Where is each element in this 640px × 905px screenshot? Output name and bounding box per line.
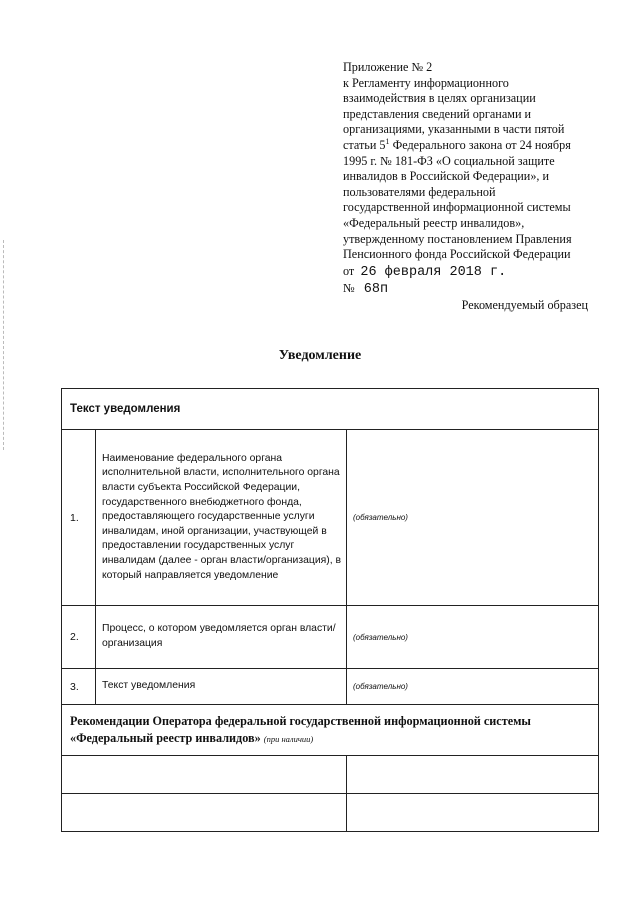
appendix-line: «Федеральный реестр инвалидов»,: [343, 215, 525, 230]
number-prefix: №: [343, 281, 355, 296]
operator-header-line2: [70, 730, 590, 748]
section-header-notification-text: Текст уведомления: [62, 389, 599, 430]
section-header-operator-recommendations: [62, 705, 599, 756]
appendix-line: Пенсионного фонда Российской Федерации: [343, 247, 571, 262]
appendix-line: Приложение № 2: [343, 60, 433, 74]
row-number: 2.: [62, 606, 96, 669]
operator-header-registry: «Федеральный реестр инвалидов»: [70, 730, 261, 745]
table-row: [62, 756, 599, 794]
page-title: Уведомление: [278, 348, 362, 363]
section-header-row: [62, 705, 599, 756]
appendix-line: утвержденному постановлением Правления: [343, 231, 572, 246]
row-value-field[interactable]: (обязательно): [347, 606, 599, 669]
section-header-row: [62, 389, 599, 430]
operator-header-note: (при наличии): [263, 733, 314, 744]
appendix-line: 1995 г. № 181-ФЗ «О социальной защите: [343, 153, 555, 168]
appendix-date-line: [343, 264, 613, 281]
appendix-number-line: [343, 281, 613, 298]
notification-form-table: [61, 388, 599, 832]
row-value-field[interactable]: (обязательно): [347, 430, 599, 606]
resolution-date: 26 февраля 2018 г.: [360, 264, 507, 280]
row-number: 3.: [62, 669, 96, 705]
appendix-line: инвалидов в Российской Федерации», и: [343, 169, 550, 184]
table-row: [62, 430, 599, 606]
row-description: Текст уведомления: [96, 669, 347, 705]
margin-perforation-marks: [3, 240, 8, 450]
row-value-field[interactable]: (обязательно): [347, 669, 599, 705]
row-description: Процесс, о котором уведомляется орган власти/организация: [96, 606, 347, 669]
row-number: 1.: [62, 430, 96, 606]
table-row: [62, 794, 599, 832]
recommended-sample-label: Рекомендуемый образец: [461, 298, 588, 312]
appendix-line: представления сведений органами и: [343, 106, 532, 121]
empty-field[interactable]: [62, 794, 347, 832]
row-description: Наименование федерального органа исполнительной власти, исполнительного органа власти субъекта Российской Федерации, государственного внебюджетного фонда, предоставляющего государственные услуги инвалидам, иной организации, участвующей в предоставлении государственных услуг инвалидам (далее - орган власти/организация), в который направляется уведомление: [96, 430, 347, 606]
appendix-line: пользователями федеральной: [343, 184, 496, 199]
empty-field[interactable]: [347, 756, 599, 794]
empty-field[interactable]: [62, 756, 347, 794]
statute-suffix: Федерального закона от 24 ноября: [389, 137, 571, 152]
statute-superscript: 1: [385, 136, 390, 146]
appendix-header-block: [343, 60, 613, 298]
appendix-line: взаимодействия в целях организации: [343, 91, 536, 106]
resolution-number: 68п: [363, 282, 389, 298]
appendix-line: к Регламенту информационного: [343, 75, 509, 90]
table-row: [62, 669, 599, 705]
table-row: [62, 606, 599, 669]
empty-field[interactable]: [347, 794, 599, 832]
appendix-line: государственной информационной системы: [343, 200, 571, 215]
statute-prefix: статьи 5: [343, 137, 386, 152]
appendix-line: организациями, указанными в части пятой: [343, 122, 565, 137]
date-prefix: от: [343, 263, 355, 278]
appendix-statute-line: [343, 138, 613, 154]
operator-header-line1: Рекомендации Оператора федеральной государственной информационной системы: [70, 713, 531, 728]
